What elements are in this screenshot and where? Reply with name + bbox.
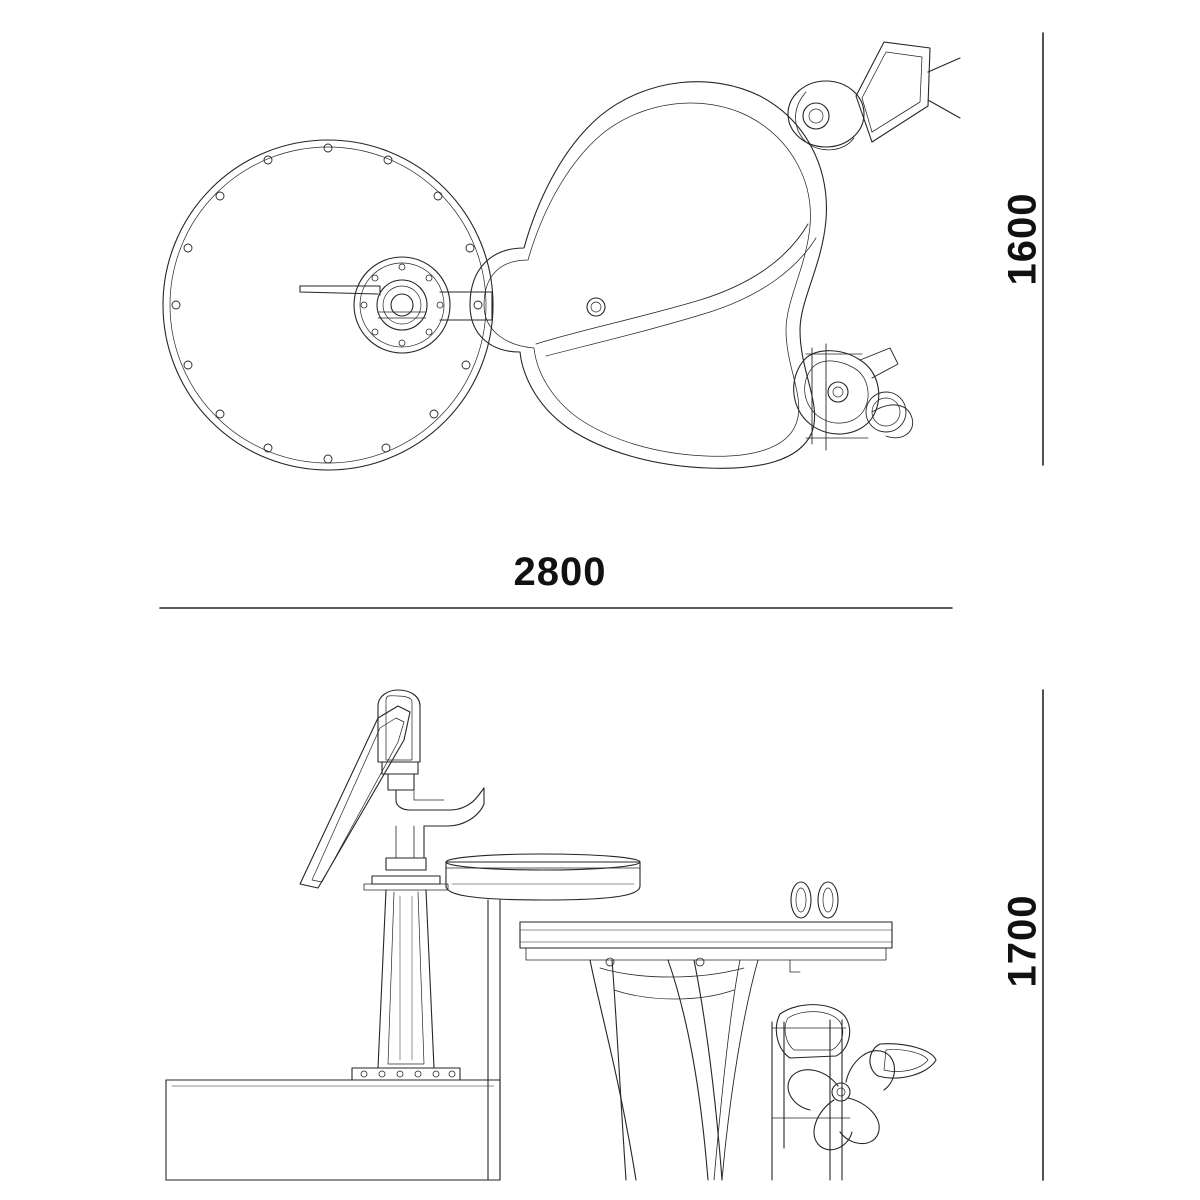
dimension-label-1700: 1700: [1000, 894, 1045, 988]
water-basin-table: [446, 854, 640, 1180]
large-circular-platform: [163, 140, 493, 470]
base-plinth: [166, 1080, 500, 1180]
pinwheel-chair: [772, 1005, 936, 1180]
plan-view: [163, 42, 960, 470]
funnel-spout: [788, 42, 960, 150]
dimension-label-2800: 2800: [513, 550, 607, 594]
dimension-lines: [160, 33, 1043, 1180]
dimension-label-1600: 1600: [1000, 192, 1045, 286]
hand-pump: [300, 690, 484, 1080]
hub-flange: [300, 257, 492, 353]
kidney-shaped-basin: [470, 82, 826, 469]
elevation-view: [166, 690, 936, 1180]
long-counter-table: [520, 882, 892, 1180]
